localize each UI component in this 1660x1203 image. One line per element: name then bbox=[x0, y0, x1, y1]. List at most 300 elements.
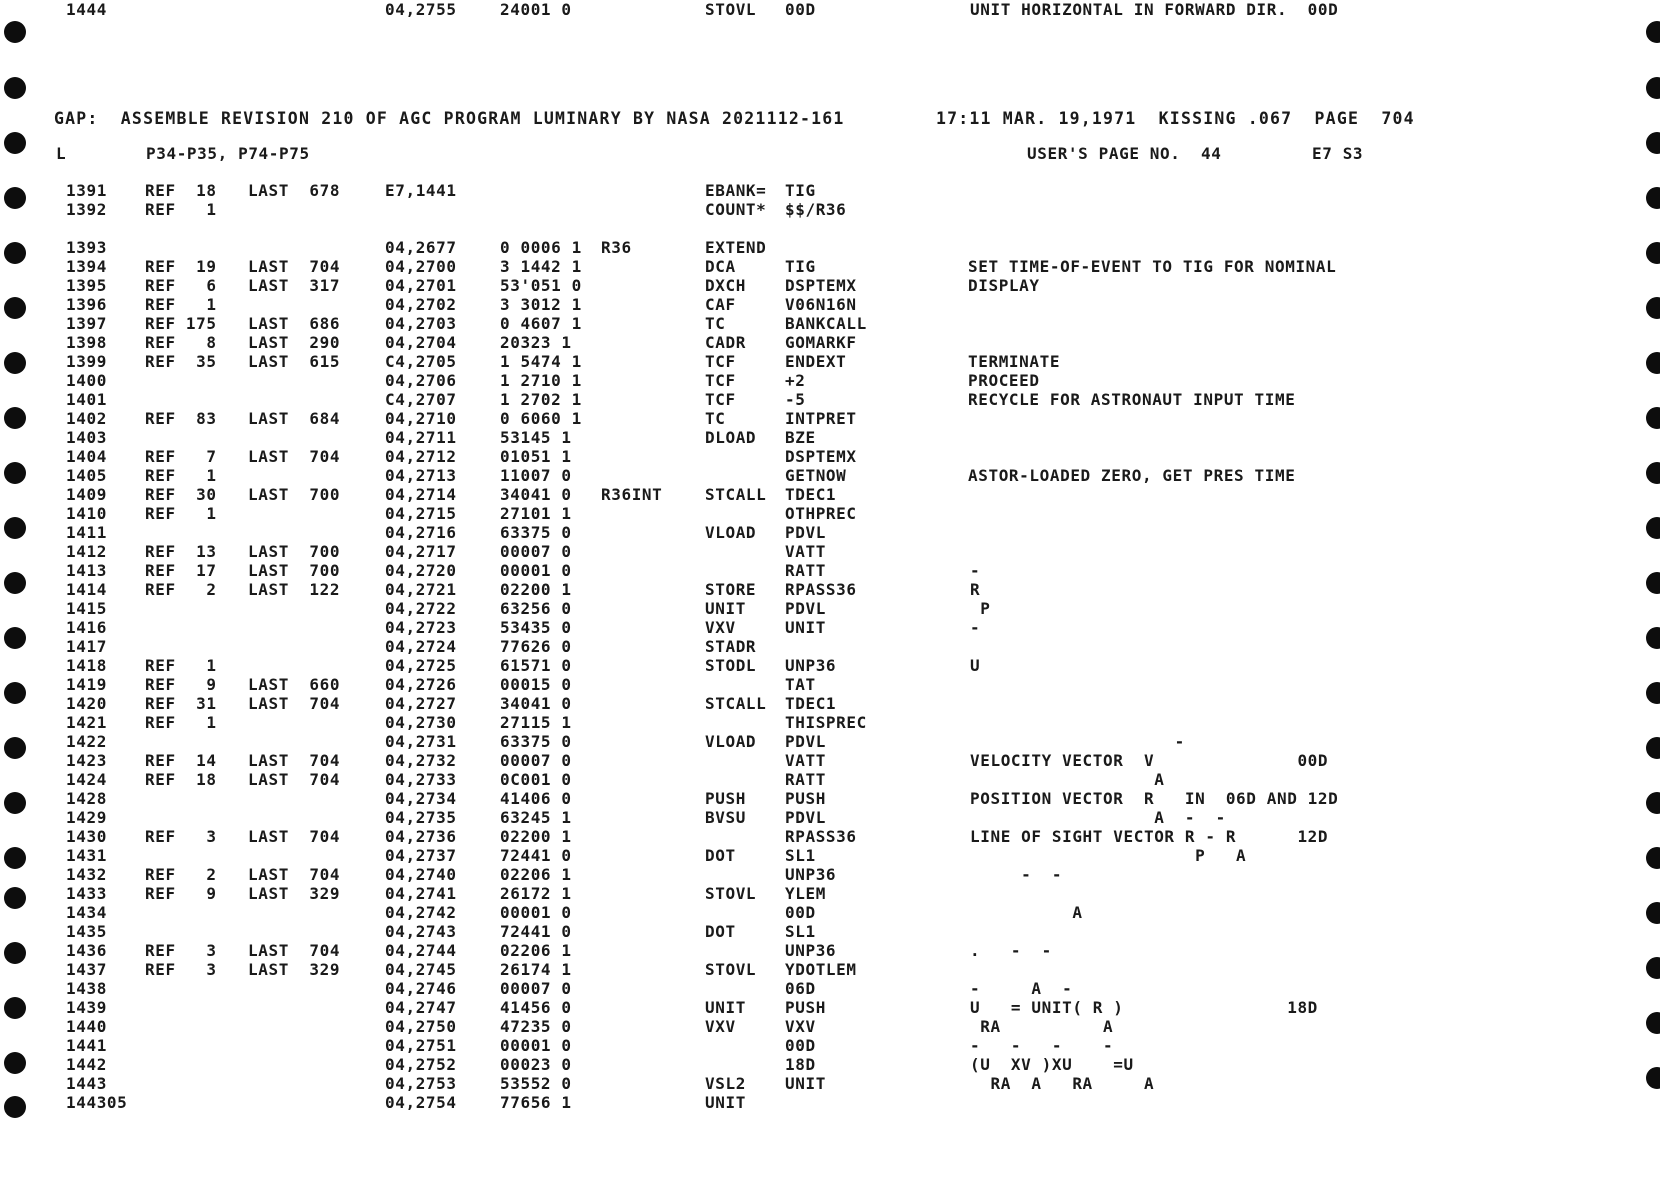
comment: P A bbox=[970, 846, 1247, 865]
octal-word: 41456 0 bbox=[500, 998, 572, 1017]
listing-row bbox=[0, 979, 1660, 998]
ref-count: REF 1 bbox=[145, 295, 217, 314]
listing-row bbox=[0, 390, 1660, 409]
listing-row bbox=[0, 884, 1660, 903]
operand: YDOTLEM bbox=[785, 960, 857, 979]
last-ref: LAST 704 bbox=[248, 694, 341, 713]
address: 04,2737 bbox=[385, 846, 457, 865]
header-title: GAP: ASSEMBLE REVISION 210 OF AGC PROGRAM LUMINARY BY NASA 2021112-161 bbox=[54, 109, 845, 128]
comment: U = UNIT( R ) 18D bbox=[970, 998, 1318, 1017]
listing-row bbox=[0, 675, 1660, 694]
last-ref: LAST 704 bbox=[248, 751, 341, 770]
octal-word: 0 6060 1 bbox=[500, 409, 582, 428]
line-number: 1423 bbox=[66, 751, 107, 770]
last-ref: LAST 704 bbox=[248, 865, 341, 884]
opcode: COUNT* bbox=[705, 200, 767, 219]
listing-row bbox=[0, 1074, 1660, 1093]
comment: A bbox=[970, 770, 1165, 789]
last-ref: LAST 686 bbox=[248, 314, 341, 333]
comment: ASTOR-LOADED ZERO, GET PRES TIME bbox=[968, 466, 1296, 485]
line-number: 1399 bbox=[66, 352, 107, 371]
header-bank: E7 S3 bbox=[1312, 144, 1364, 163]
operand: YLEM bbox=[785, 884, 826, 903]
comment: SET TIME-OF-EVENT TO TIG FOR NOMINAL bbox=[968, 257, 1337, 276]
ref-count: REF 1 bbox=[145, 466, 217, 485]
octal-word: 27101 1 bbox=[500, 504, 572, 523]
opcode: STODL bbox=[705, 656, 757, 675]
line-number: 1410 bbox=[66, 504, 107, 523]
listing-row bbox=[0, 276, 1660, 295]
operand: VATT bbox=[785, 542, 826, 561]
last-ref: LAST 704 bbox=[248, 941, 341, 960]
comment: RA A RA A bbox=[970, 1074, 1155, 1093]
address: 04,2754 bbox=[385, 1093, 457, 1112]
listing-row bbox=[0, 903, 1660, 922]
listing-row bbox=[0, 827, 1660, 846]
octal-word: 63245 1 bbox=[500, 808, 572, 827]
address: 04,2711 bbox=[385, 428, 457, 447]
operand: INTPRET bbox=[785, 409, 857, 428]
operand: PDVL bbox=[785, 732, 826, 751]
listing-row bbox=[0, 656, 1660, 675]
comment: TERMINATE bbox=[968, 352, 1061, 371]
operand: PDVL bbox=[785, 523, 826, 542]
opcode: DOT bbox=[705, 846, 736, 865]
line-number: 1393 bbox=[66, 238, 107, 257]
operand: PUSH bbox=[785, 789, 826, 808]
line-number: 1416 bbox=[66, 618, 107, 637]
octal-word: 00007 0 bbox=[500, 979, 572, 998]
octal-word: 63375 0 bbox=[500, 523, 572, 542]
octal-word: 02206 1 bbox=[500, 941, 572, 960]
address: 04,2734 bbox=[385, 789, 457, 808]
comment: - bbox=[970, 618, 981, 637]
opcode: TC bbox=[705, 409, 726, 428]
line-number: 1436 bbox=[66, 941, 107, 960]
ref-count: REF 175 bbox=[145, 314, 217, 333]
opcode: TCF bbox=[705, 352, 736, 371]
listing-row bbox=[0, 485, 1660, 504]
line-number: 1437 bbox=[66, 960, 107, 979]
comment: U bbox=[970, 656, 981, 675]
ref-count: REF 2 bbox=[145, 580, 217, 599]
octal-word: 1 2702 1 bbox=[500, 390, 582, 409]
opcode: EXTEND bbox=[705, 238, 767, 257]
operand: UNIT bbox=[785, 1074, 826, 1093]
comment: - - - - bbox=[970, 1036, 1114, 1055]
octal-word: 00001 0 bbox=[500, 903, 572, 922]
line-number: 1409 bbox=[66, 485, 107, 504]
comment: DISPLAY bbox=[968, 276, 1040, 295]
operand: RATT bbox=[785, 770, 826, 789]
address: 04,2755 bbox=[385, 0, 457, 19]
address: 04,2703 bbox=[385, 314, 457, 333]
listing-row bbox=[0, 504, 1660, 523]
operand: 06D bbox=[785, 979, 816, 998]
octal-word: 0C001 0 bbox=[500, 770, 572, 789]
last-ref: LAST 700 bbox=[248, 485, 341, 504]
punch-hole-icon bbox=[1646, 77, 1660, 99]
listing-row bbox=[0, 181, 1660, 200]
punch-hole-icon bbox=[4, 77, 26, 99]
line-number: 1432 bbox=[66, 865, 107, 884]
operand: PUSH bbox=[785, 998, 826, 1017]
listing-row bbox=[0, 808, 1660, 827]
opcode: DOT bbox=[705, 922, 736, 941]
operand: PDVL bbox=[785, 599, 826, 618]
address: 04,2744 bbox=[385, 941, 457, 960]
listing-row bbox=[0, 257, 1660, 276]
ref-count: REF 17 bbox=[145, 561, 217, 580]
punch-hole-icon bbox=[1646, 21, 1660, 43]
address: 04,2717 bbox=[385, 542, 457, 561]
comment: - - bbox=[970, 865, 1063, 884]
operand: VATT bbox=[785, 751, 826, 770]
operand: DSPTEMX bbox=[785, 276, 857, 295]
listing-row bbox=[0, 314, 1660, 333]
operand: RPASS36 bbox=[785, 580, 857, 599]
address: 04,2723 bbox=[385, 618, 457, 637]
line-number: 1412 bbox=[66, 542, 107, 561]
ref-count: REF 3 bbox=[145, 960, 217, 979]
ref-count: REF 1 bbox=[145, 713, 217, 732]
octal-word: 1 2710 1 bbox=[500, 371, 582, 390]
operand: DSPTEMX bbox=[785, 447, 857, 466]
ref-count: REF 6 bbox=[145, 276, 217, 295]
operand: GOMARKF bbox=[785, 333, 857, 352]
ref-count: REF 14 bbox=[145, 751, 217, 770]
last-ref: LAST 700 bbox=[248, 561, 341, 580]
address: 04,2747 bbox=[385, 998, 457, 1017]
address: E7,1441 bbox=[385, 181, 457, 200]
address: 04,2724 bbox=[385, 637, 457, 656]
listing-row bbox=[0, 466, 1660, 485]
comment: A bbox=[970, 903, 1083, 922]
octal-word: 34041 0 bbox=[500, 485, 572, 504]
address: 04,2713 bbox=[385, 466, 457, 485]
operand: 00D bbox=[785, 1036, 816, 1055]
line-number: 1405 bbox=[66, 466, 107, 485]
comment: - A - bbox=[970, 979, 1073, 998]
octal-word: 27115 1 bbox=[500, 713, 572, 732]
last-ref: LAST 684 bbox=[248, 409, 341, 428]
address: 04,2745 bbox=[385, 960, 457, 979]
octal-word: 00023 0 bbox=[500, 1055, 572, 1074]
line-number: 1397 bbox=[66, 314, 107, 333]
line-number: 1402 bbox=[66, 409, 107, 428]
comment: PROCEED bbox=[968, 371, 1040, 390]
opcode: TCF bbox=[705, 390, 736, 409]
ref-count: REF 83 bbox=[145, 409, 217, 428]
last-ref: LAST 329 bbox=[248, 960, 341, 979]
address: 04,2730 bbox=[385, 713, 457, 732]
octal-word: 02200 1 bbox=[500, 827, 572, 846]
octal-word: 00007 0 bbox=[500, 751, 572, 770]
operand: RATT bbox=[785, 561, 826, 580]
last-ref: LAST 660 bbox=[248, 675, 341, 694]
comment: . - - bbox=[970, 941, 1052, 960]
listing-row bbox=[0, 523, 1660, 542]
octal-word: 26174 1 bbox=[500, 960, 572, 979]
line-number: 1431 bbox=[66, 846, 107, 865]
operand: TDEC1 bbox=[785, 694, 837, 713]
octal-word: 00015 0 bbox=[500, 675, 572, 694]
octal-word: 11007 0 bbox=[500, 466, 572, 485]
opcode: DXCH bbox=[705, 276, 746, 295]
operand: UNP36 bbox=[785, 865, 837, 884]
operand: 00D bbox=[785, 903, 816, 922]
opcode: VSL2 bbox=[705, 1074, 746, 1093]
operand: TIG bbox=[785, 181, 816, 200]
opcode: VXV bbox=[705, 1017, 736, 1036]
octal-word: 3 1442 1 bbox=[500, 257, 582, 276]
comment: R bbox=[970, 580, 981, 599]
opcode: UNIT bbox=[705, 1093, 746, 1112]
address: 04,2716 bbox=[385, 523, 457, 542]
header-code: L bbox=[56, 144, 67, 163]
line-number: 1411 bbox=[66, 523, 107, 542]
line-number: 1398 bbox=[66, 333, 107, 352]
listing-row bbox=[0, 770, 1660, 789]
address: 04,2722 bbox=[385, 599, 457, 618]
opcode: STCALL bbox=[705, 485, 767, 504]
line-number: 1435 bbox=[66, 922, 107, 941]
listing-row bbox=[0, 751, 1660, 770]
line-number: 1429 bbox=[66, 808, 107, 827]
address: 04,2710 bbox=[385, 409, 457, 428]
line-number: 1428 bbox=[66, 789, 107, 808]
listing-row bbox=[0, 238, 1660, 257]
symbol-label: R36INT bbox=[601, 485, 663, 504]
ref-count: REF 2 bbox=[145, 865, 217, 884]
opcode: TCF bbox=[705, 371, 736, 390]
line-number: 1430 bbox=[66, 827, 107, 846]
line-number: 1417 bbox=[66, 637, 107, 656]
line-number: 1421 bbox=[66, 713, 107, 732]
ref-count: REF 1 bbox=[145, 200, 217, 219]
line-number: 1394 bbox=[66, 257, 107, 276]
ref-count: REF 19 bbox=[145, 257, 217, 276]
octal-word: 3 3012 1 bbox=[500, 295, 582, 314]
address: 04,2750 bbox=[385, 1017, 457, 1036]
opcode: UNIT bbox=[705, 998, 746, 1017]
listing-row bbox=[0, 542, 1660, 561]
ref-count: REF 3 bbox=[145, 941, 217, 960]
octal-word: 72441 0 bbox=[500, 922, 572, 941]
opcode: STADR bbox=[705, 637, 757, 656]
octal-word: 20323 1 bbox=[500, 333, 572, 352]
octal-word: 63256 0 bbox=[500, 599, 572, 618]
punch-hole-icon bbox=[1646, 132, 1660, 154]
line-number: 1434 bbox=[66, 903, 107, 922]
ref-count: REF 9 bbox=[145, 884, 217, 903]
address: 04,2677 bbox=[385, 238, 457, 257]
listing-row bbox=[0, 561, 1660, 580]
address: 04,2725 bbox=[385, 656, 457, 675]
octal-word: 00007 0 bbox=[500, 542, 572, 561]
ref-count: REF 30 bbox=[145, 485, 217, 504]
address: 04,2702 bbox=[385, 295, 457, 314]
header-section: P34-P35, P74-P75 bbox=[146, 144, 310, 163]
comment: P bbox=[970, 599, 991, 618]
ref-count: REF 13 bbox=[145, 542, 217, 561]
last-ref: LAST 678 bbox=[248, 181, 341, 200]
punch-hole-icon bbox=[4, 21, 26, 43]
address: 04,2742 bbox=[385, 903, 457, 922]
operand: THISPREC bbox=[785, 713, 867, 732]
address: 04,2743 bbox=[385, 922, 457, 941]
opcode: CAF bbox=[705, 295, 736, 314]
address: C4,2707 bbox=[385, 390, 457, 409]
opcode: CADR bbox=[705, 333, 746, 352]
address: 04,2741 bbox=[385, 884, 457, 903]
listing-row bbox=[0, 713, 1660, 732]
listing-row bbox=[0, 941, 1660, 960]
octal-word: 53552 0 bbox=[500, 1074, 572, 1093]
operand: 00D bbox=[785, 0, 816, 19]
operand: V06N16N bbox=[785, 295, 857, 314]
last-ref: LAST 704 bbox=[248, 257, 341, 276]
line-number: 1444 bbox=[66, 0, 107, 19]
listing-row bbox=[0, 371, 1660, 390]
line-number: 1400 bbox=[66, 371, 107, 390]
listing-row bbox=[0, 846, 1660, 865]
opcode: STOVL bbox=[705, 960, 757, 979]
listing-row bbox=[0, 637, 1660, 656]
opcode: STCALL bbox=[705, 694, 767, 713]
ref-count: REF 35 bbox=[145, 352, 217, 371]
line-number: 1418 bbox=[66, 656, 107, 675]
comment: RECYCLE FOR ASTRONAUT INPUT TIME bbox=[968, 390, 1296, 409]
line-number: 1401 bbox=[66, 390, 107, 409]
line-number: 1396 bbox=[66, 295, 107, 314]
address: 04,2704 bbox=[385, 333, 457, 352]
operand: TIG bbox=[785, 257, 816, 276]
operand: UNP36 bbox=[785, 941, 837, 960]
line-number: 1422 bbox=[66, 732, 107, 751]
opcode: STOVL bbox=[705, 884, 757, 903]
address: 04,2726 bbox=[385, 675, 457, 694]
octal-word: 02200 1 bbox=[500, 580, 572, 599]
operand: SL1 bbox=[785, 846, 816, 865]
opcode: VLOAD bbox=[705, 732, 757, 751]
octal-word: 24001 0 bbox=[500, 0, 572, 19]
address: 04,2721 bbox=[385, 580, 457, 599]
comment: UNIT HORIZONTAL IN FORWARD DIR. 00D bbox=[970, 0, 1339, 19]
last-ref: LAST 329 bbox=[248, 884, 341, 903]
last-ref: LAST 122 bbox=[248, 580, 341, 599]
listing-row bbox=[0, 333, 1660, 352]
address: 04,2712 bbox=[385, 447, 457, 466]
listing-row bbox=[0, 580, 1660, 599]
octal-word: 53435 0 bbox=[500, 618, 572, 637]
line-number: 1441 bbox=[66, 1036, 107, 1055]
octal-word: 53145 1 bbox=[500, 428, 572, 447]
last-ref: LAST 317 bbox=[248, 276, 341, 295]
listing-row bbox=[0, 1017, 1660, 1036]
comment: LINE OF SIGHT VECTOR R - R 12D bbox=[970, 827, 1329, 846]
line-number: 1439 bbox=[66, 998, 107, 1017]
header-user-page: USER'S PAGE NO. 44 bbox=[1027, 144, 1222, 163]
address: 04,2753 bbox=[385, 1074, 457, 1093]
address: C4,2705 bbox=[385, 352, 457, 371]
line-number: 1442 bbox=[66, 1055, 107, 1074]
ref-count: REF 1 bbox=[145, 656, 217, 675]
last-ref: LAST 704 bbox=[248, 447, 341, 466]
ref-count: REF 9 bbox=[145, 675, 217, 694]
listing-row bbox=[0, 1055, 1660, 1074]
opcode: TC bbox=[705, 314, 726, 333]
opcode: BVSU bbox=[705, 808, 746, 827]
opcode: VXV bbox=[705, 618, 736, 637]
octal-word: 53'051 0 bbox=[500, 276, 582, 295]
opcode: STORE bbox=[705, 580, 757, 599]
comment: VELOCITY VECTOR V 00D bbox=[970, 751, 1329, 770]
ref-count: REF 18 bbox=[145, 770, 217, 789]
ref-count: REF 3 bbox=[145, 827, 217, 846]
operand: UNIT bbox=[785, 618, 826, 637]
line-number: 144305 bbox=[66, 1093, 128, 1112]
operand: 18D bbox=[785, 1055, 816, 1074]
comment: - bbox=[970, 561, 981, 580]
address: 04,2735 bbox=[385, 808, 457, 827]
ref-count: REF 18 bbox=[145, 181, 217, 200]
address: 04,2715 bbox=[385, 504, 457, 523]
octal-word: 47235 0 bbox=[500, 1017, 572, 1036]
octal-word: 00001 0 bbox=[500, 561, 572, 580]
line-number: 1433 bbox=[66, 884, 107, 903]
listing-row bbox=[0, 428, 1660, 447]
comment: A - - bbox=[970, 808, 1226, 827]
opcode: DCA bbox=[705, 257, 736, 276]
address: 04,2731 bbox=[385, 732, 457, 751]
line-number: 1391 bbox=[66, 181, 107, 200]
operand: BANKCALL bbox=[785, 314, 867, 333]
listing-row bbox=[0, 295, 1660, 314]
line-number: 1395 bbox=[66, 276, 107, 295]
line-number: 1403 bbox=[66, 428, 107, 447]
punch-hole-icon bbox=[4, 132, 26, 154]
octal-word: 77626 0 bbox=[500, 637, 572, 656]
line-number: 1424 bbox=[66, 770, 107, 789]
operand: $$/R36 bbox=[785, 200, 847, 219]
line-number: 1440 bbox=[66, 1017, 107, 1036]
operand: TDEC1 bbox=[785, 485, 837, 504]
operand: GETNOW bbox=[785, 466, 847, 485]
line-number: 1414 bbox=[66, 580, 107, 599]
last-ref: LAST 615 bbox=[248, 352, 341, 371]
last-ref: LAST 290 bbox=[248, 333, 341, 352]
ref-count: REF 8 bbox=[145, 333, 217, 352]
listing-row bbox=[0, 998, 1660, 1017]
listing-row bbox=[0, 1093, 1660, 1112]
operand: +2 bbox=[785, 371, 806, 390]
operand: BZE bbox=[785, 428, 816, 447]
address: 04,2720 bbox=[385, 561, 457, 580]
symbol-label: R36 bbox=[601, 238, 632, 257]
listing-row bbox=[0, 922, 1660, 941]
comment: (U XV )XU =U bbox=[970, 1055, 1134, 1074]
octal-word: 72441 0 bbox=[500, 846, 572, 865]
listing-row bbox=[0, 789, 1660, 808]
opcode: DLOAD bbox=[705, 428, 757, 447]
ref-count: REF 7 bbox=[145, 447, 217, 466]
ref-count: REF 1 bbox=[145, 504, 217, 523]
opcode: UNIT bbox=[705, 599, 746, 618]
listing-row bbox=[0, 1036, 1660, 1055]
octal-word: 1 5474 1 bbox=[500, 352, 582, 371]
listing-row bbox=[0, 447, 1660, 466]
